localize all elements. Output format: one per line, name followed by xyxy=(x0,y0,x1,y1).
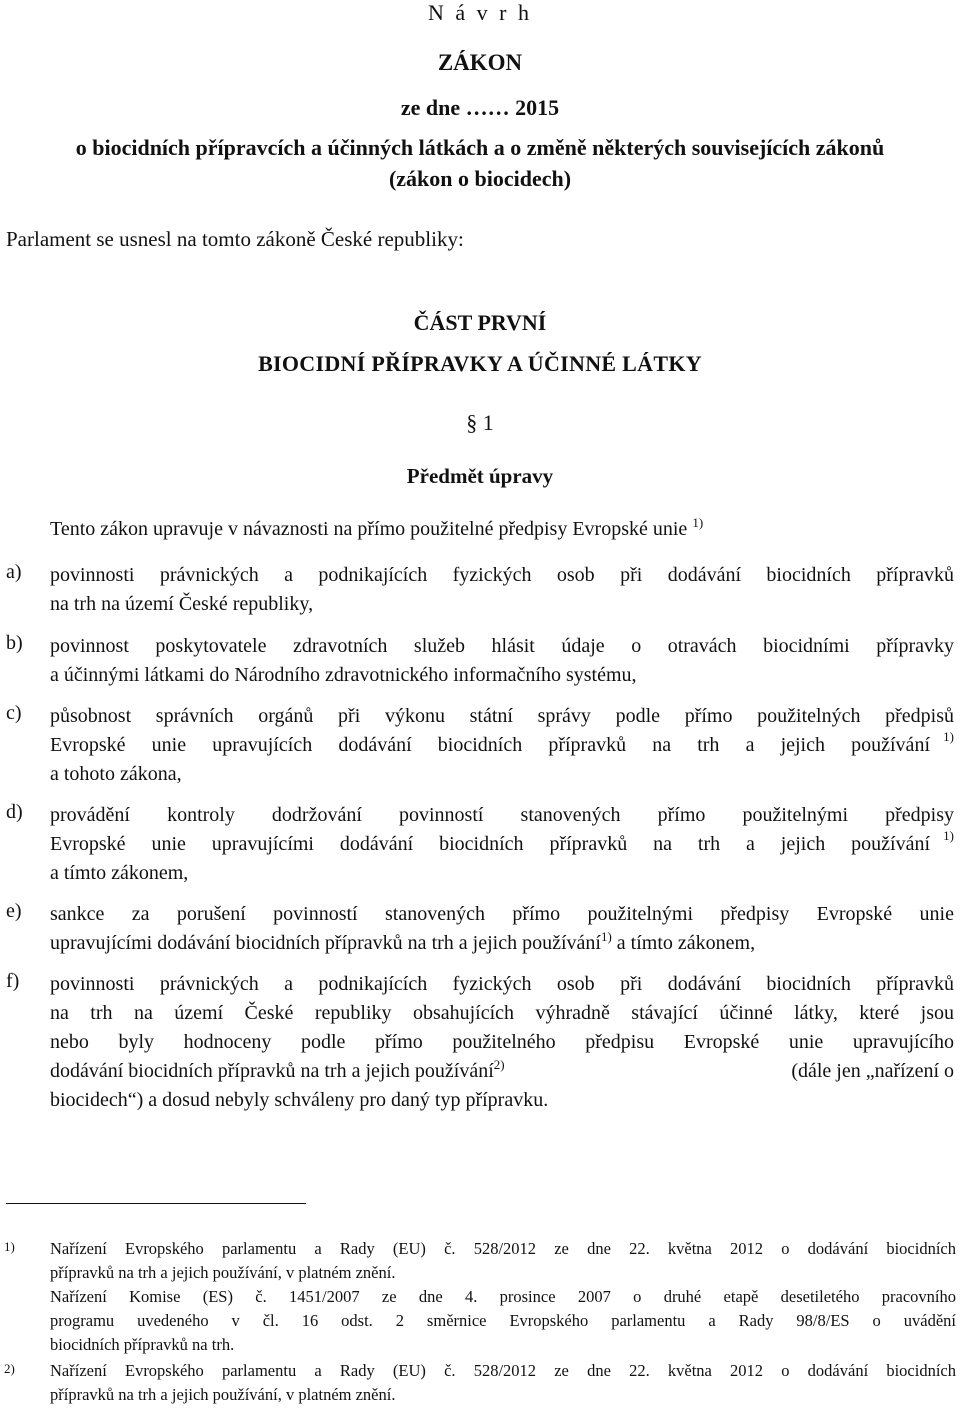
item-letter: f) xyxy=(6,970,20,992)
item-line: a účinnými látkami do Národního zdravotnického informačního systému, xyxy=(50,664,637,686)
footnote-line: Nařízení Evropského parlamentu a Rady (EU) č. 528/2012 ze dne 22. května 2012 o dodávání biocidních xyxy=(50,1361,956,1380)
preamble: Parlament se usnesl na tomto zákoně České republiky: xyxy=(6,227,464,251)
law-title: o biocidních přípravcích a účinných látkách a o změně některých souvisejících zákonů xyxy=(75,135,885,160)
part-number: ČÁST PRVNÍ xyxy=(413,310,547,335)
item-line: a tímto zákonem, xyxy=(50,862,189,884)
footnote-mark: 2) xyxy=(4,1361,15,1376)
item-line: působnost správních orgánů při výkonu státní správy podle přímo použitelných předpisů xyxy=(50,705,954,727)
item-line-end: a tímto zákonem, xyxy=(611,932,756,954)
law-heading: ZÁKON xyxy=(437,50,523,75)
section-intro xyxy=(50,515,704,541)
draft-label: N á v r h xyxy=(428,0,532,25)
item-line-part xyxy=(50,1057,505,1086)
item-letter: b) xyxy=(6,632,23,654)
footnote-line: přípravků na trh a jejich používání, v platném znění. xyxy=(50,1385,396,1404)
footnote-line: Nařízení Komise (ES) č. 1451/2007 ze dne 4. prosince 2007 o druhé etapě desetiletého pracovního xyxy=(50,1287,956,1306)
part-title: BIOCIDNÍ PŘÍPRAVKY A ÚČINNÉ LÁTKY xyxy=(258,351,702,376)
item-line-with-ref: Evropské unie upravujícími dodávání biocidních přípravků na trh a jejich používání 1) xyxy=(50,830,954,859)
section-number: § 1 xyxy=(466,410,494,435)
item-line: provádění kontroly dodržování povinností stanovených přímo použitelnými předpisy xyxy=(50,804,954,826)
law-short-title: (zákon o biocidech) xyxy=(388,166,572,191)
item-letter: e) xyxy=(6,900,22,922)
footnote-ref: 1) xyxy=(600,929,612,944)
date-line: ze dne …… 2015 xyxy=(400,95,560,120)
footnote-mark: 1) xyxy=(4,1239,15,1254)
item-line-with-ref: Evropské unie upravujících dodávání biocidních přípravků na trh a jejich používání 1) xyxy=(50,731,954,760)
section-intro-text: Tento zákon upravuje v návaznosti na přímo použitelné předpisy Evropské unie xyxy=(50,518,688,540)
item-line: upravujícími dodávání biocidních přípravků na trh a jejich používání xyxy=(50,932,601,954)
section-title: Předmět úpravy xyxy=(406,464,554,488)
item-line: povinnosti právnických a podnikajících fyzických osob při dodávání biocidních přípravků xyxy=(50,564,954,586)
footnote-separator xyxy=(6,1203,306,1204)
item-line: na trh na území České republiky, xyxy=(50,593,314,615)
item-letter: c) xyxy=(6,702,22,724)
item-line: a tohoto zákona, xyxy=(50,763,182,785)
item-line-with-ref xyxy=(50,929,954,958)
item-line: sankce za porušení povinností stanovených přímo použitelnými předpisy Evropské unie xyxy=(50,903,954,925)
item-line-with-ref xyxy=(50,1057,954,1086)
footnote-ref: 1) xyxy=(692,515,704,530)
item-line: povinnosti právnických a podnikajících fyzických osob při dodávání biocidních přípravků xyxy=(50,973,954,995)
item-line: biocidech“) a dosud nebyly schváleny pro daný typ přípravku. xyxy=(50,1089,549,1111)
footnote-line: přípravků na trh a jejich používání, v platném znění. xyxy=(50,1263,396,1282)
item-line: nebo byly hodnoceny podle přímo použitelného předpisu Evropské unie upravujícího xyxy=(50,1031,954,1053)
item-line: na trh na území České republiky obsahujících výhradně stávající účinné látky, které jsou xyxy=(50,1002,954,1024)
footnote-line: biocidních přípravků na trh. xyxy=(50,1335,235,1354)
item-letter: d) xyxy=(6,801,23,823)
item-line: Evropské unie upravujících dodávání biocidních přípravků na trh a jejich používání xyxy=(50,734,930,756)
footnote-ref: 2) xyxy=(493,1057,505,1072)
item-line-end: (dále jen „nařízení o xyxy=(791,1060,954,1082)
item-line: dodávání biocidních přípravků na trh a jejich používání xyxy=(50,1060,494,1082)
item-line: Evropské unie upravujícími dodávání biocidních přípravků na trh a jejich používání xyxy=(50,833,930,855)
item-line: povinnost poskytovatele zdravotních služeb hlásit údaje o otravách biocidními přípravky xyxy=(50,635,954,657)
footnote-line: Nařízení Evropského parlamentu a Rady (EU) č. 528/2012 ze dne 22. května 2012 o dodávání biocidních xyxy=(50,1239,956,1258)
item-letter: a) xyxy=(6,561,22,583)
footnote-line: programu uvedeného v čl. 16 odst. 2 směrnice Evropského parlamentu a Rady 98/8/ES o uvádění xyxy=(50,1311,956,1330)
